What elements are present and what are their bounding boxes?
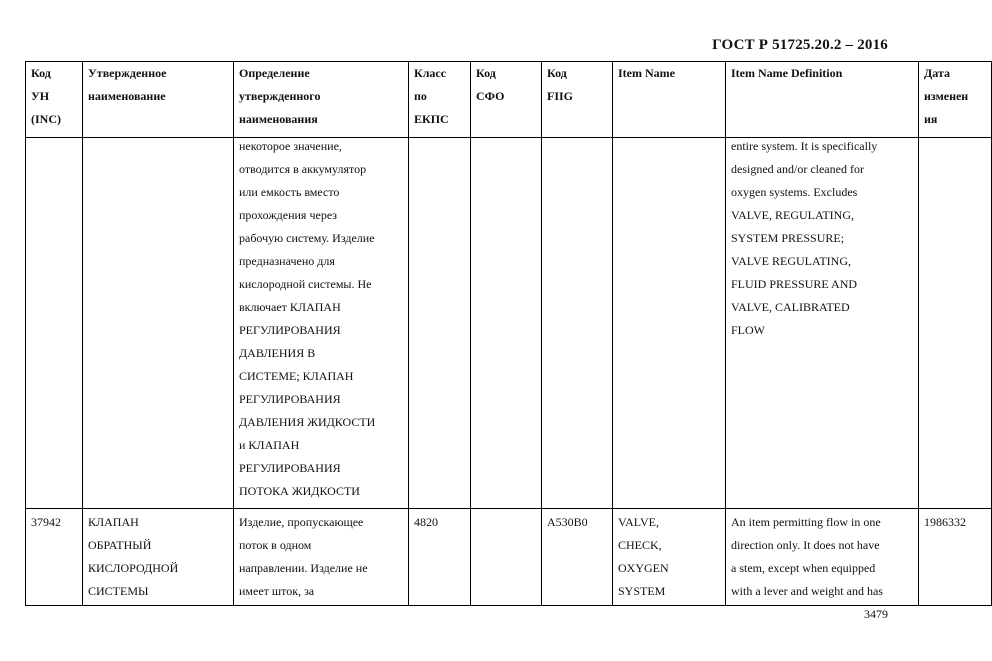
document-code: ГОСТ Р 51725.20.2 – 2016 <box>712 37 888 53</box>
column-header-sfo-code: Код СФО <box>471 62 542 138</box>
cell-approved-name <box>83 138 234 509</box>
table-header <box>26 62 992 138</box>
cell-change-date <box>919 138 992 509</box>
cell-item-definition: An item permitting flow in one direction only. It does not have a stem, except when equipped with a lever and weight and has <box>726 509 919 606</box>
cell-ekps-class <box>409 138 471 509</box>
cell-fiig-code: A530B0 <box>542 509 613 606</box>
column-header-fiig-code: Код FIIG <box>542 62 613 138</box>
cell-inc <box>26 138 83 509</box>
table-row <box>26 138 992 509</box>
cell-definition: Изделие, пропускающее поток в одном направлении. Изделие не имеет шток, за <box>234 509 409 606</box>
page-number: 3479 <box>864 607 888 621</box>
cell-change-date: 1986332 <box>919 509 992 606</box>
cell-item-name: VALVE, CHECK, OXYGEN SYSTEM <box>613 509 726 606</box>
column-header-ekps-class: Класс по ЕКПС <box>409 62 471 138</box>
column-header-inc: Код УН (INC) <box>26 62 83 138</box>
cell-item-name <box>613 138 726 509</box>
column-header-item-name: Item Name <box>613 62 726 138</box>
cell-approved-name: КЛАПАН ОБРАТНЫЙ КИСЛОРОДНОЙ СИСТЕМЫ <box>83 509 234 606</box>
cell-inc: 37942 <box>26 509 83 606</box>
column-header-definition: Определение утвержденного наименования <box>234 62 409 138</box>
cell-ekps-class: 4820 <box>409 509 471 606</box>
classifier-table <box>25 61 992 606</box>
cell-definition: некоторое значение, отводится в аккумулятор или емкость вместо прохождения через рабочую систему. Изделие предназначено для кислородной системы. Не включает КЛАПАН РЕГУЛИРОВАНИЯ ДАВЛЕНИЯ В СИСТЕМЕ; КЛАПАН РЕГУЛИРОВАНИЯ ДАВЛЕНИЯ ЖИДКОСТИ и КЛАПАН РЕГУЛИРОВАНИЯ ПОТОКА ЖИДКОСТИ <box>234 138 409 509</box>
cell-sfo-code <box>471 509 542 606</box>
cell-fiig-code <box>542 138 613 509</box>
cell-sfo-code <box>471 138 542 509</box>
column-header-item-definition: Item Name Definition <box>726 62 919 138</box>
cell-item-definition: entire system. It is specifically designed and/or cleaned for oxygen systems. Excludes VALVE, REGULATING, SYSTEM PRESSURE; VALVE REGULATING, FLUID PRESSURE AND VALVE, CALIBRATED FLOW <box>726 138 919 509</box>
column-header-change-date: Дата изменен ия <box>919 62 992 138</box>
table-row <box>26 509 992 606</box>
column-header-approved-name: Утвержденное наименование <box>83 62 234 138</box>
